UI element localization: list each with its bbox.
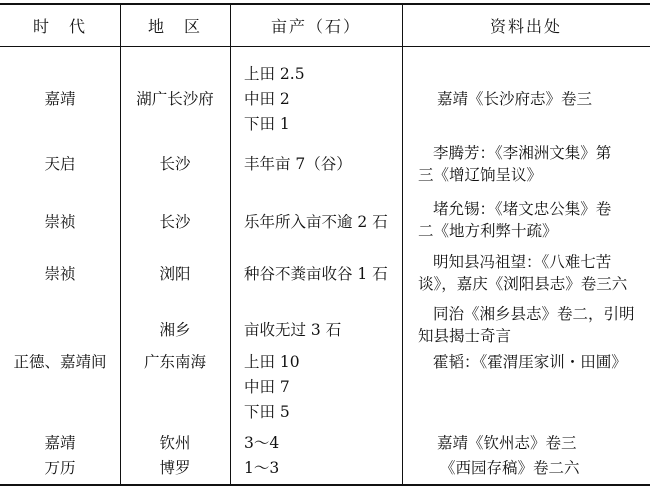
table-cell-source: 明知县冯祖望：《八难七苦: [433, 253, 612, 271]
table-cell-region: 广东南海: [143, 353, 207, 371]
table-cell-yield: 上田 10: [244, 353, 300, 371]
table-cell-region: 浏阳: [159, 265, 191, 283]
table-header-rule: [0, 46, 650, 47]
column-divider: [120, 3, 121, 486]
table-cell-period: 崇祯: [44, 265, 76, 283]
table-cell-source: 嘉靖《长沙府志》卷三: [437, 90, 593, 108]
header-source: 资料出处: [489, 17, 563, 36]
table-cell-yield: 乐年所入亩不逾 2 石: [244, 213, 388, 231]
header-period: 时 代: [32, 17, 88, 36]
table-cell-yield: 3～4: [244, 434, 280, 452]
table-cell-source: 知县揭士奇言: [418, 327, 512, 345]
table-cell-region: 钦州: [159, 434, 191, 452]
table-cell-yield: 上田 2.5: [244, 65, 305, 83]
table-cell-yield: 亩收无过 3 石: [244, 321, 342, 339]
table-cell-source: 《西园存稿》卷二六: [440, 459, 580, 477]
table-cell-region: 湘乡: [159, 321, 191, 339]
table-cell-yield: 1～3: [244, 459, 280, 477]
table-cell-period: 天启: [44, 155, 76, 173]
table-cell-period: 崇祯: [44, 213, 76, 231]
table-cell-period: 嘉靖: [44, 434, 76, 452]
table-cell-source: 谈》，嘉庆《浏阳县志》卷三六: [418, 275, 628, 293]
table-cell-source: 二《地方利弊十疏》: [418, 222, 558, 240]
header-yield: 亩产（石）: [270, 17, 362, 36]
table-cell-yield: 种谷不粪亩收谷 1 石: [244, 265, 388, 283]
table-cell-yield: 丰年亩 7（谷）: [244, 155, 352, 173]
table-cell-yield: 中田 7: [244, 378, 290, 396]
column-divider: [230, 3, 231, 486]
table-cell-region: 湖广长沙府: [136, 90, 214, 108]
table-top-rule: [0, 3, 650, 5]
table-cell-period: 嘉靖: [44, 90, 76, 108]
table-cell-yield: 下田 1: [244, 115, 290, 133]
table-cell-source: 同治《湘乡县志》卷二，引明: [433, 305, 635, 323]
table-cell-period: 万历: [44, 459, 76, 477]
table-cell-source: 李腾芳：《李湘洲文集》第: [433, 144, 612, 162]
table-cell-period: 正德、嘉靖间: [13, 353, 107, 371]
table-cell-source: 霍韬：《霍渭厓家训・田圃》: [433, 353, 627, 371]
table-cell-source: 堵允锡：《堵文忠公集》卷: [433, 200, 612, 218]
table-cell-yield: 下田 5: [244, 403, 290, 421]
header-region: 地 区: [147, 17, 203, 36]
table-cell-region: 长沙: [159, 213, 191, 231]
table-cell-source: 三《增辽饷呈议》: [418, 166, 543, 184]
table-cell-yield: 中田 2: [244, 90, 290, 108]
table-cell-region: 博罗: [159, 459, 191, 477]
table-bottom-rule: [0, 484, 650, 486]
column-divider: [402, 3, 403, 486]
table-cell-region: 长沙: [159, 155, 191, 173]
table-cell-source: 嘉靖《钦州志》卷三: [437, 434, 577, 452]
